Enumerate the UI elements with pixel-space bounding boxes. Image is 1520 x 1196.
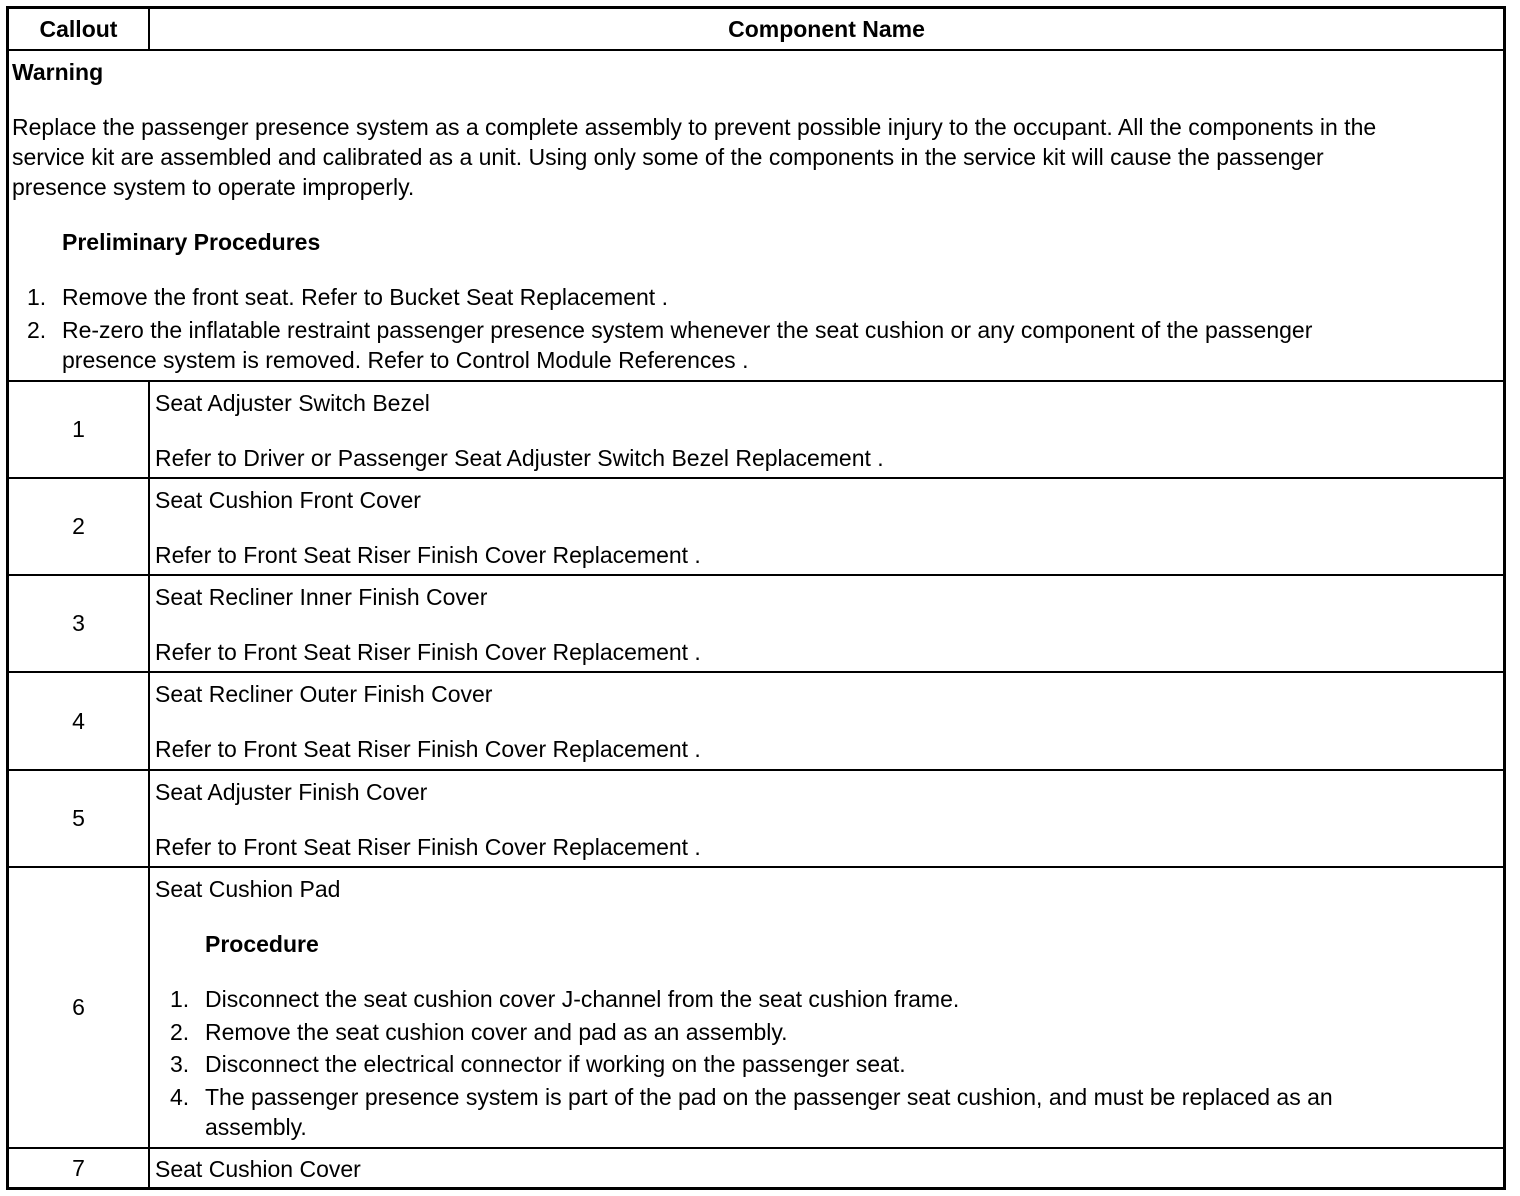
component-reference: Refer to Front Seat Riser Finish Cover Replacement . (155, 542, 701, 568)
step-number: 2. (170, 1019, 190, 1045)
step-number: 3. (170, 1051, 190, 1077)
warning-line: Replace the passenger presence system as a complete assembly to prevent possible injury to the occupant. All the components in the (12, 114, 1377, 140)
table-row (9, 1149, 1503, 1187)
component-name: Seat Recliner Outer Finish Cover (155, 681, 493, 707)
callout-number: 1 (72, 416, 85, 442)
component-name: Seat Adjuster Switch Bezel (155, 390, 430, 416)
table-header (9, 9, 1503, 51)
warning-title: Warning (12, 59, 104, 85)
component-name: Seat Cushion Front Cover (155, 487, 421, 513)
callout-number: 4 (72, 707, 85, 734)
component-name: Seat Recliner Inner Finish Cover (155, 584, 488, 610)
step-number: 1. (27, 284, 47, 310)
step-number: 2. (27, 317, 47, 343)
step-text: The passenger presence system is part of the pad on the passenger seat cushion, and must be replaced as an (205, 1084, 1333, 1110)
procedure-title: Procedure (205, 931, 319, 957)
step-text: assembly. (205, 1114, 307, 1140)
callout-number: 6 (72, 994, 85, 1020)
component-reference: Refer to Front Seat Riser Finish Cover Replacement . (155, 736, 701, 762)
step-text: Remove the seat cushion cover and pad as an assembly. (205, 1019, 788, 1045)
warning-line: presence system to operate improperly. (12, 174, 415, 200)
table-row (9, 771, 1503, 868)
step-text: Remove the front seat. Refer to Bucket Seat Replacement . (62, 284, 668, 310)
component-name: Seat Cushion Cover (155, 1156, 361, 1182)
step-number: 4. (170, 1084, 190, 1110)
warning-section (9, 51, 1503, 382)
table-row (9, 382, 1503, 479)
callout-number: 3 (72, 610, 85, 636)
table-row (9, 868, 1503, 1149)
step-number: 1. (170, 986, 190, 1012)
component-reference: Refer to Front Seat Riser Finish Cover Replacement . (155, 639, 701, 665)
table-row (9, 673, 1503, 771)
component-reference: Refer to Driver or Passenger Seat Adjuster Switch Bezel Replacement . (155, 445, 884, 471)
step-text: presence system is removed. Refer to Control Module References . (62, 347, 749, 373)
component-name: Seat Adjuster Finish Cover (155, 779, 428, 805)
preliminary-procedures-title: Preliminary Procedures (62, 229, 321, 255)
step-text: Disconnect the electrical connector if working on the passenger seat. (205, 1051, 906, 1077)
callout-number: 5 (72, 805, 85, 831)
step-text: Disconnect the seat cushion cover J-channel from the seat cushion frame. (205, 986, 960, 1012)
callout-number: 7 (72, 1154, 85, 1181)
component-name: Seat Cushion Pad (155, 876, 341, 902)
component-name-header: Component Name (728, 15, 925, 42)
component-reference: Refer to Front Seat Riser Finish Cover Replacement . (155, 834, 701, 860)
warning-line: service kit are assembled and calibrated as a unit. Using only some of the components in the service kit will cause the passenger (12, 144, 1324, 170)
table-row (9, 576, 1503, 673)
component-table (6, 6, 1506, 1190)
callout-number: 2 (72, 513, 85, 539)
table-row (9, 479, 1503, 576)
callout-header: Callout (39, 15, 118, 42)
step-text: Re-zero the inflatable restraint passenger presence system whenever the seat cushion or any component of the passenger (62, 317, 1313, 343)
